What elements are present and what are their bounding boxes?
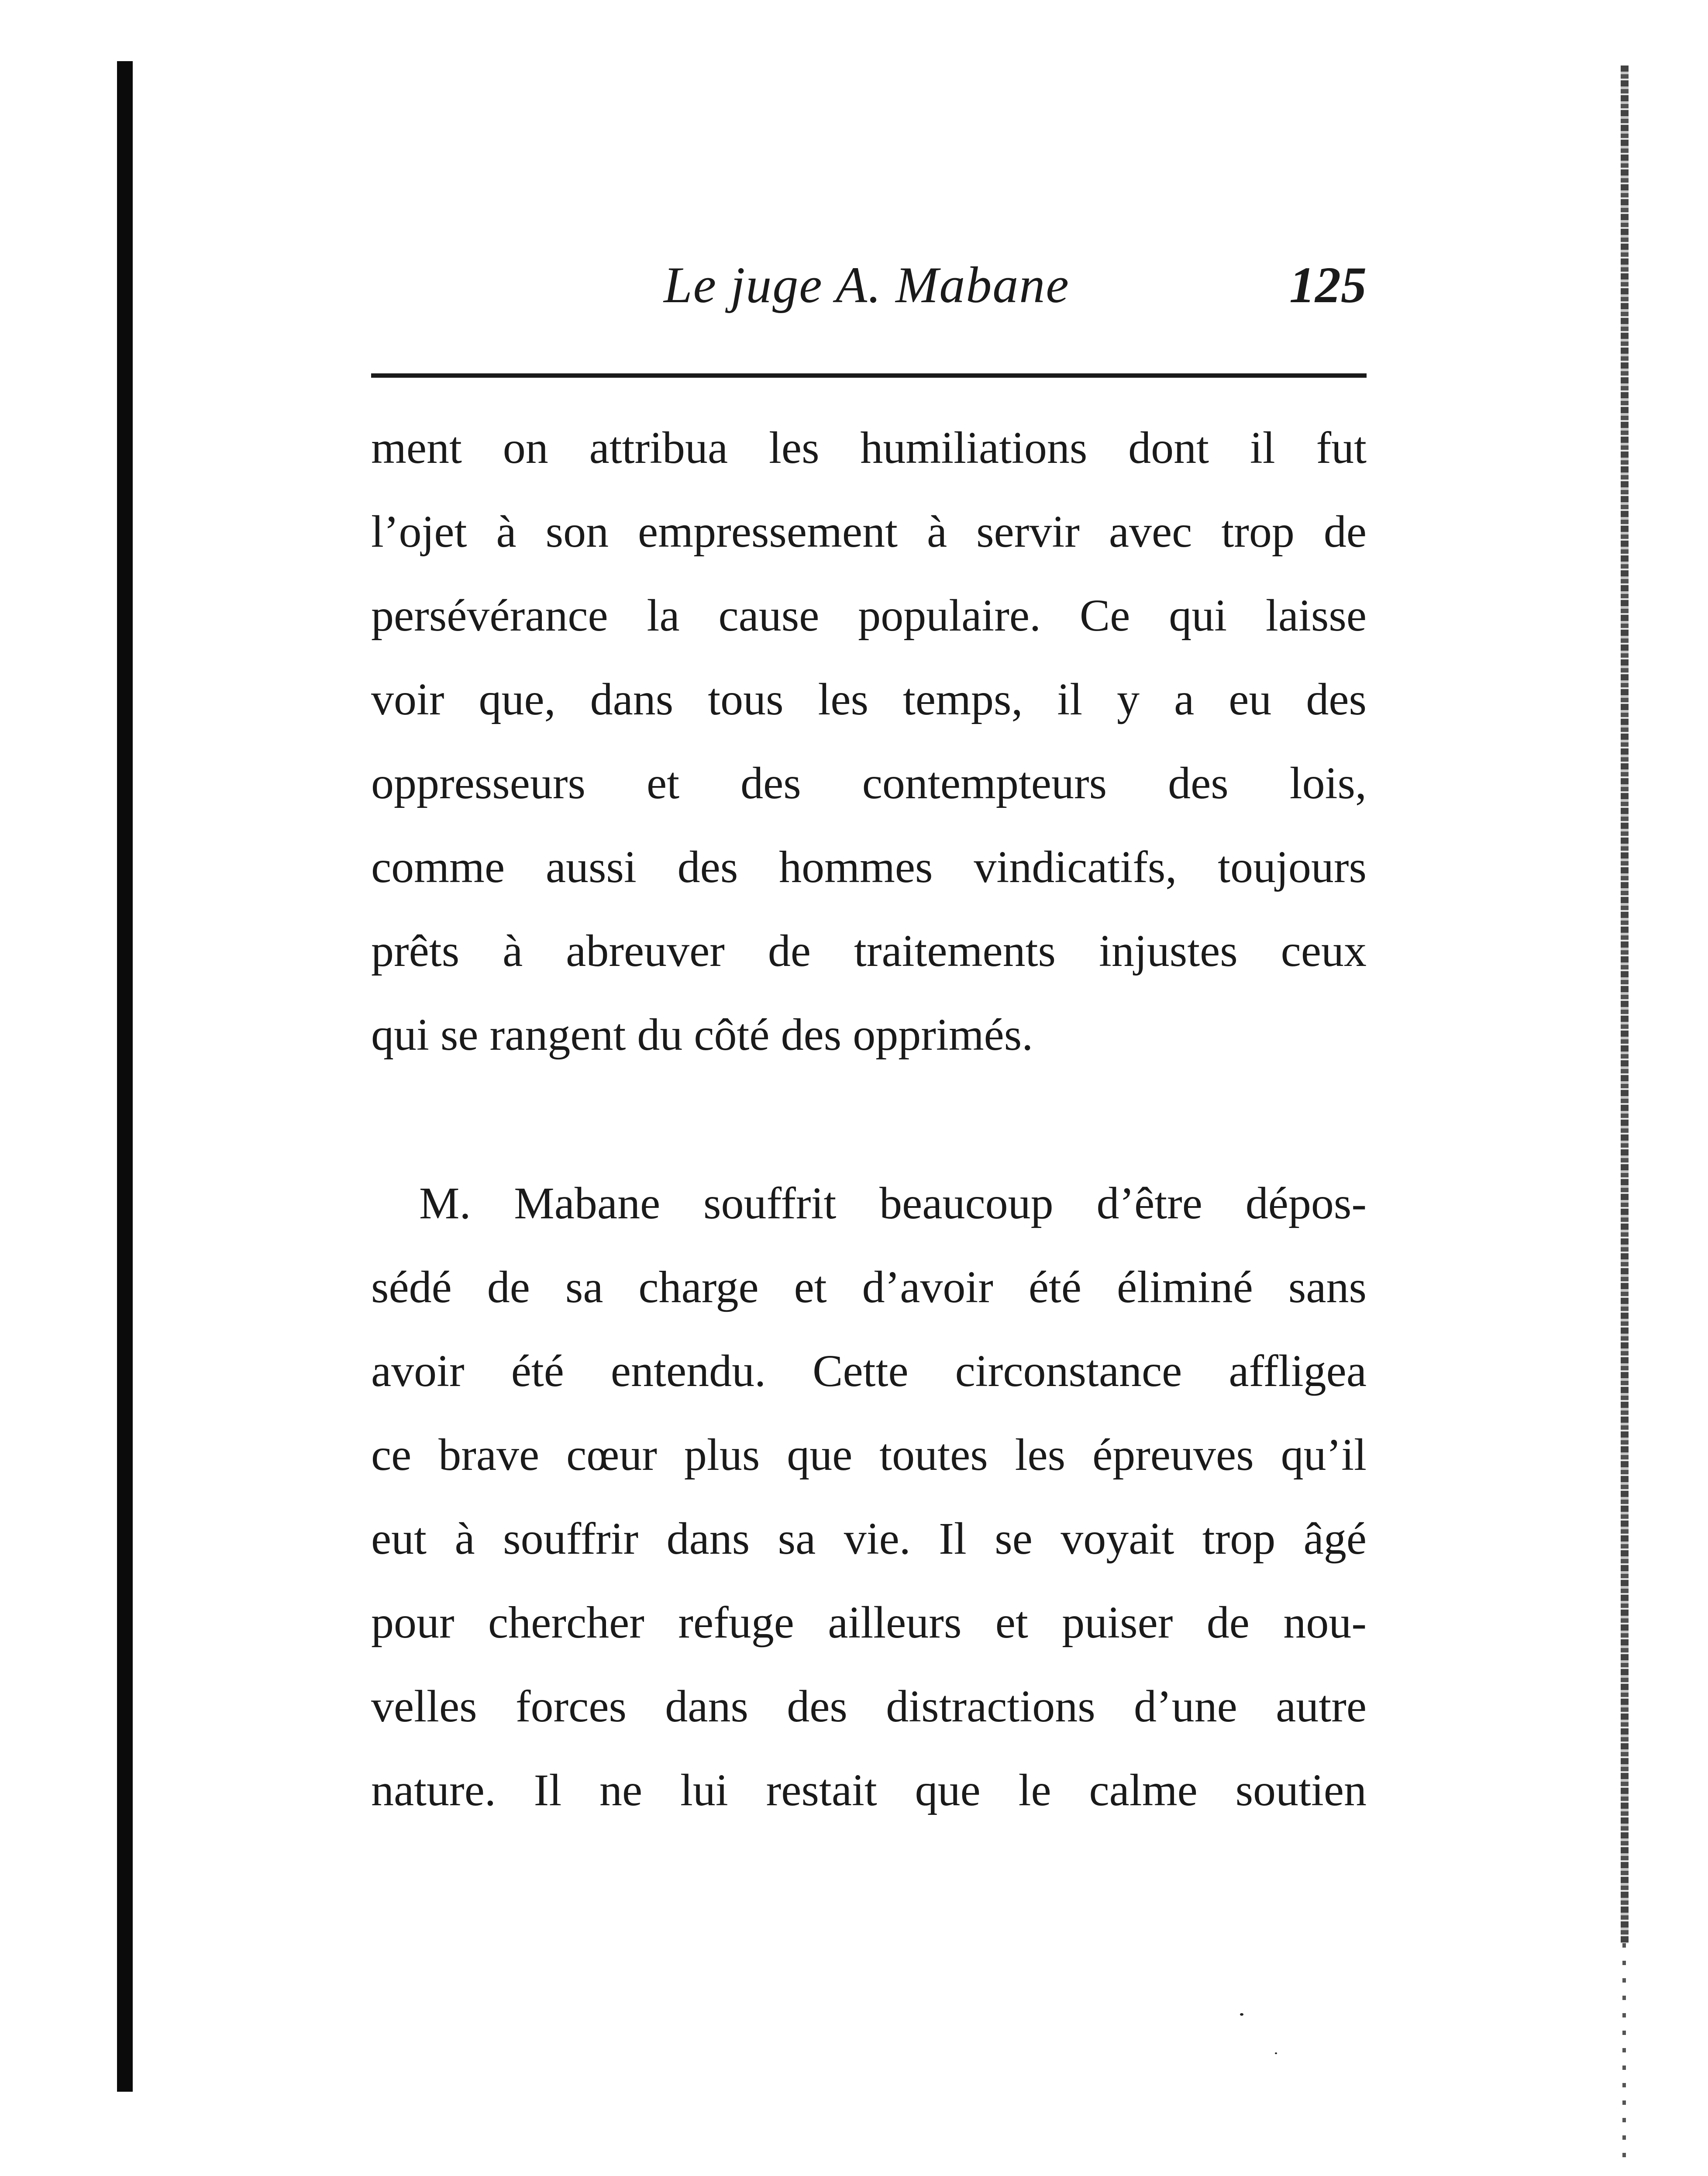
page-edge-noise-tail bbox=[1622, 1943, 1626, 2162]
text-line: persévérance la cause populaire. Ce qui laisse bbox=[371, 590, 1367, 641]
paragraph-1 bbox=[371, 406, 1367, 1077]
text-line: nature. Il ne lui restait que le calme soutien bbox=[371, 1765, 1367, 1815]
text-line: prêts à abreuver de traitements injustes ceux bbox=[371, 926, 1367, 976]
scan-speck bbox=[1240, 2013, 1243, 2016]
text-line: sédé de sa charge et d’avoir été éliminé sans bbox=[371, 1262, 1367, 1312]
page-number: 125 bbox=[1289, 256, 1367, 314]
text-line: pour chercher refuge ailleurs et puiser de nou- bbox=[371, 1597, 1367, 1648]
text-line: ment on attribua les humiliations dont il fut bbox=[371, 423, 1367, 473]
text-line: M. Mabane souffrit beaucoup d’être dépos- bbox=[419, 1178, 1367, 1228]
text-line: comme aussi des hommes vindicatifs, toujours bbox=[371, 842, 1367, 892]
text-line: qui se rangent du côté des opprimés. bbox=[371, 1010, 1033, 1060]
running-title: Le juge A. Mabane bbox=[664, 256, 1070, 314]
text-line: l’ojet à son empressement à servir avec trop de bbox=[371, 507, 1367, 557]
paragraph-2 bbox=[371, 1162, 1367, 1832]
scan-speck bbox=[1275, 2052, 1277, 2054]
binding-shadow bbox=[117, 61, 133, 2092]
text-line: ce brave cœur plus que toutes les épreuves qu’il bbox=[371, 1430, 1367, 1480]
text-line: voir que, dans tous les temps, il y a eu des bbox=[371, 674, 1367, 724]
text-line: oppresseurs et des contempteurs des lois, bbox=[371, 758, 1367, 808]
text-line: avoir été entendu. Cette circonstance affligea bbox=[371, 1346, 1367, 1396]
header-rule bbox=[371, 373, 1367, 378]
page-edge-noise bbox=[1621, 66, 1629, 1943]
running-header bbox=[371, 247, 1367, 321]
text-line: eut à souffrir dans sa vie. Il se voyait trop âgé bbox=[371, 1514, 1367, 1564]
text-line: velles forces dans des distractions d’une autre bbox=[371, 1681, 1367, 1731]
